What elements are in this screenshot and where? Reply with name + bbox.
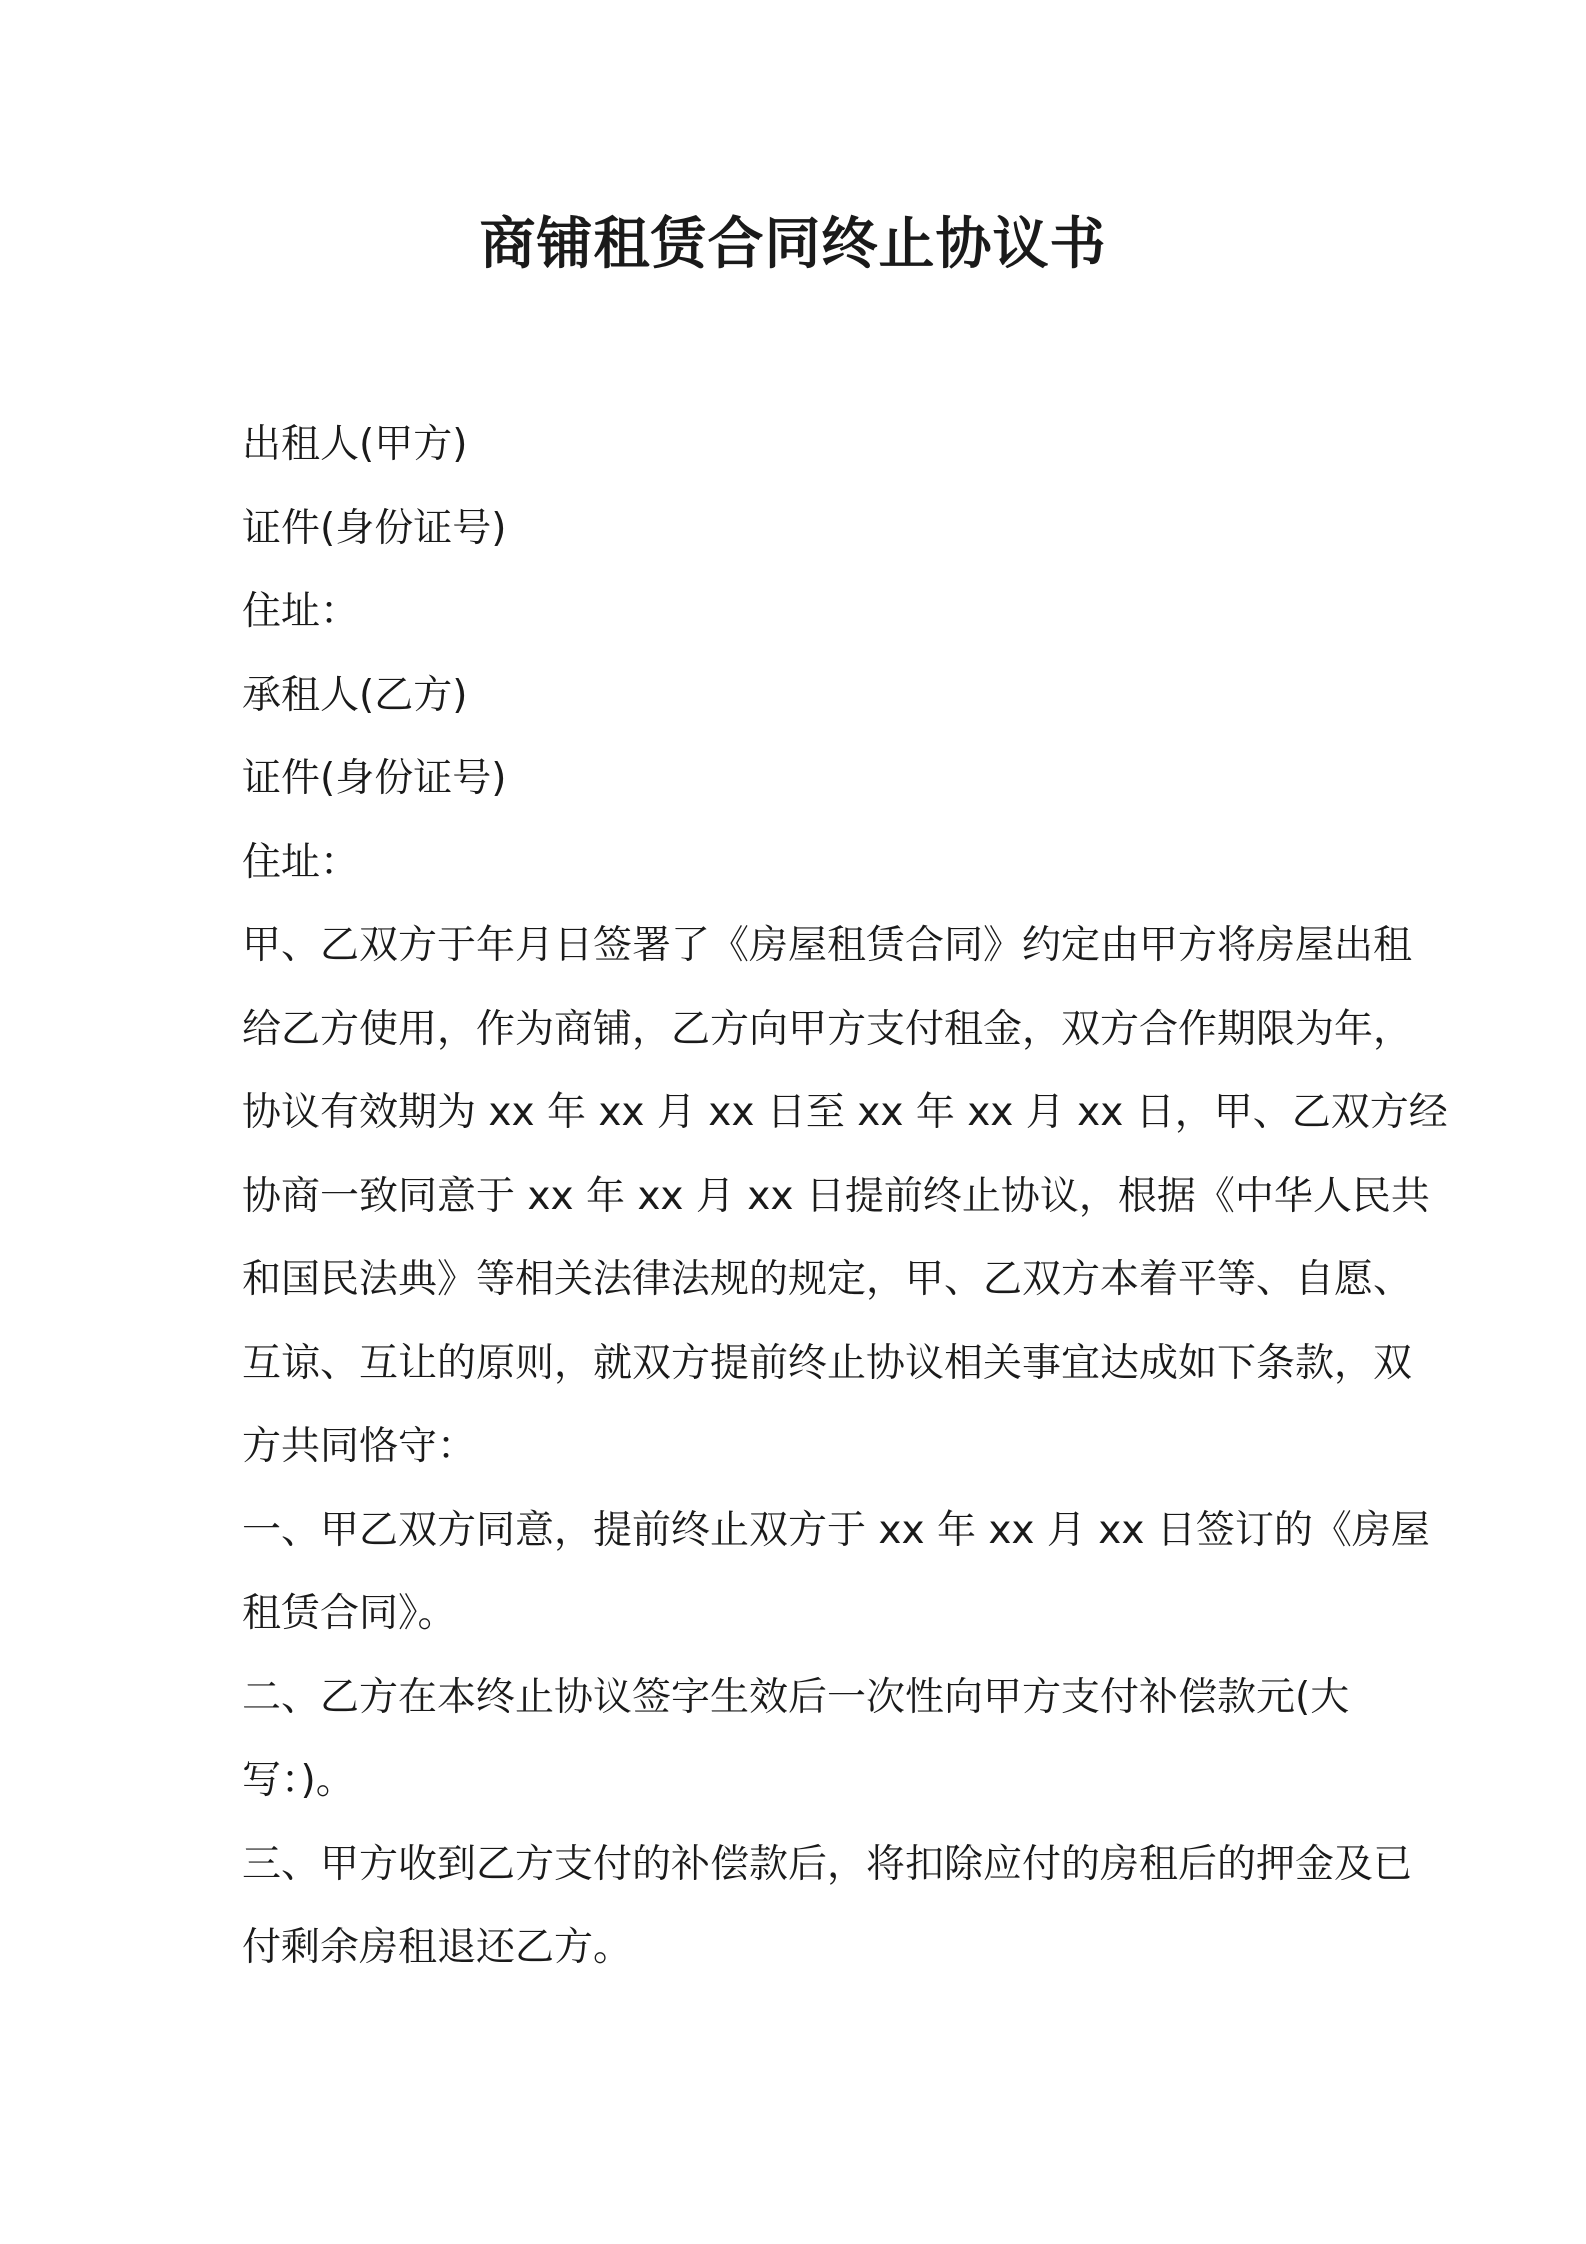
preamble-line: 和国民法典》等相关法律法规的规定，甲、乙双方本着平等、自愿、 (242, 1257, 1413, 1302)
clause-two-line: 二、乙方在本终止协议签字生效后一次性向甲方支付补偿款元(大 (242, 1674, 1350, 1720)
preamble-line: 协议有效期为 xx 年 xx 月 xx 日至 xx 年 xx 月 xx 日，甲、乙双方经 (242, 1090, 1448, 1135)
clause-one-line: 一、甲乙双方同意，提前终止双方于 xx 年 xx 月 xx 日签订的《房屋 (242, 1507, 1430, 1553)
party-a-id-label: 证件(身份证号) (242, 505, 507, 551)
document-body (242, 403, 1448, 1990)
preamble-line: 方共同恪守： (242, 1424, 477, 1469)
party-b-label: 承租人(乙方) (242, 672, 468, 718)
clause-three-line: 付剩余房租退还乙方。 (242, 1925, 633, 1970)
document-title: 商铺租赁合同终止协议书 (479, 212, 1107, 277)
preamble-line: 互谅、互让的原则，就双方提前终止协议相关事宜达成如下条款，双 (242, 1340, 1413, 1386)
party-a-address-label: 住址： (242, 589, 360, 634)
preamble-line: 协商一致同意于 xx 年 xx 月 xx 日提前终止协议，根据《中华人民共 (242, 1173, 1430, 1219)
clause-three-line: 三、甲方收到乙方支付的补偿款后，将扣除应付的房租后的押金及已 (242, 1841, 1413, 1887)
preamble-line: 甲、乙双方于年月日签署了《房屋租赁合同》约定由甲方将房屋出租 (242, 923, 1413, 968)
party-b-address-label: 住址： (242, 839, 360, 885)
clause-one-line: 租赁合同》。 (242, 1591, 457, 1636)
clause-two-line: 写：)。 (242, 1758, 355, 1803)
preamble-line: 给乙方使用，作为商铺，乙方向甲方支付租金，双方合作期限为年， (242, 1006, 1413, 1052)
party-b-id-label: 证件(身份证号) (242, 756, 507, 801)
party-a-label: 出租人(甲方) (242, 422, 468, 467)
